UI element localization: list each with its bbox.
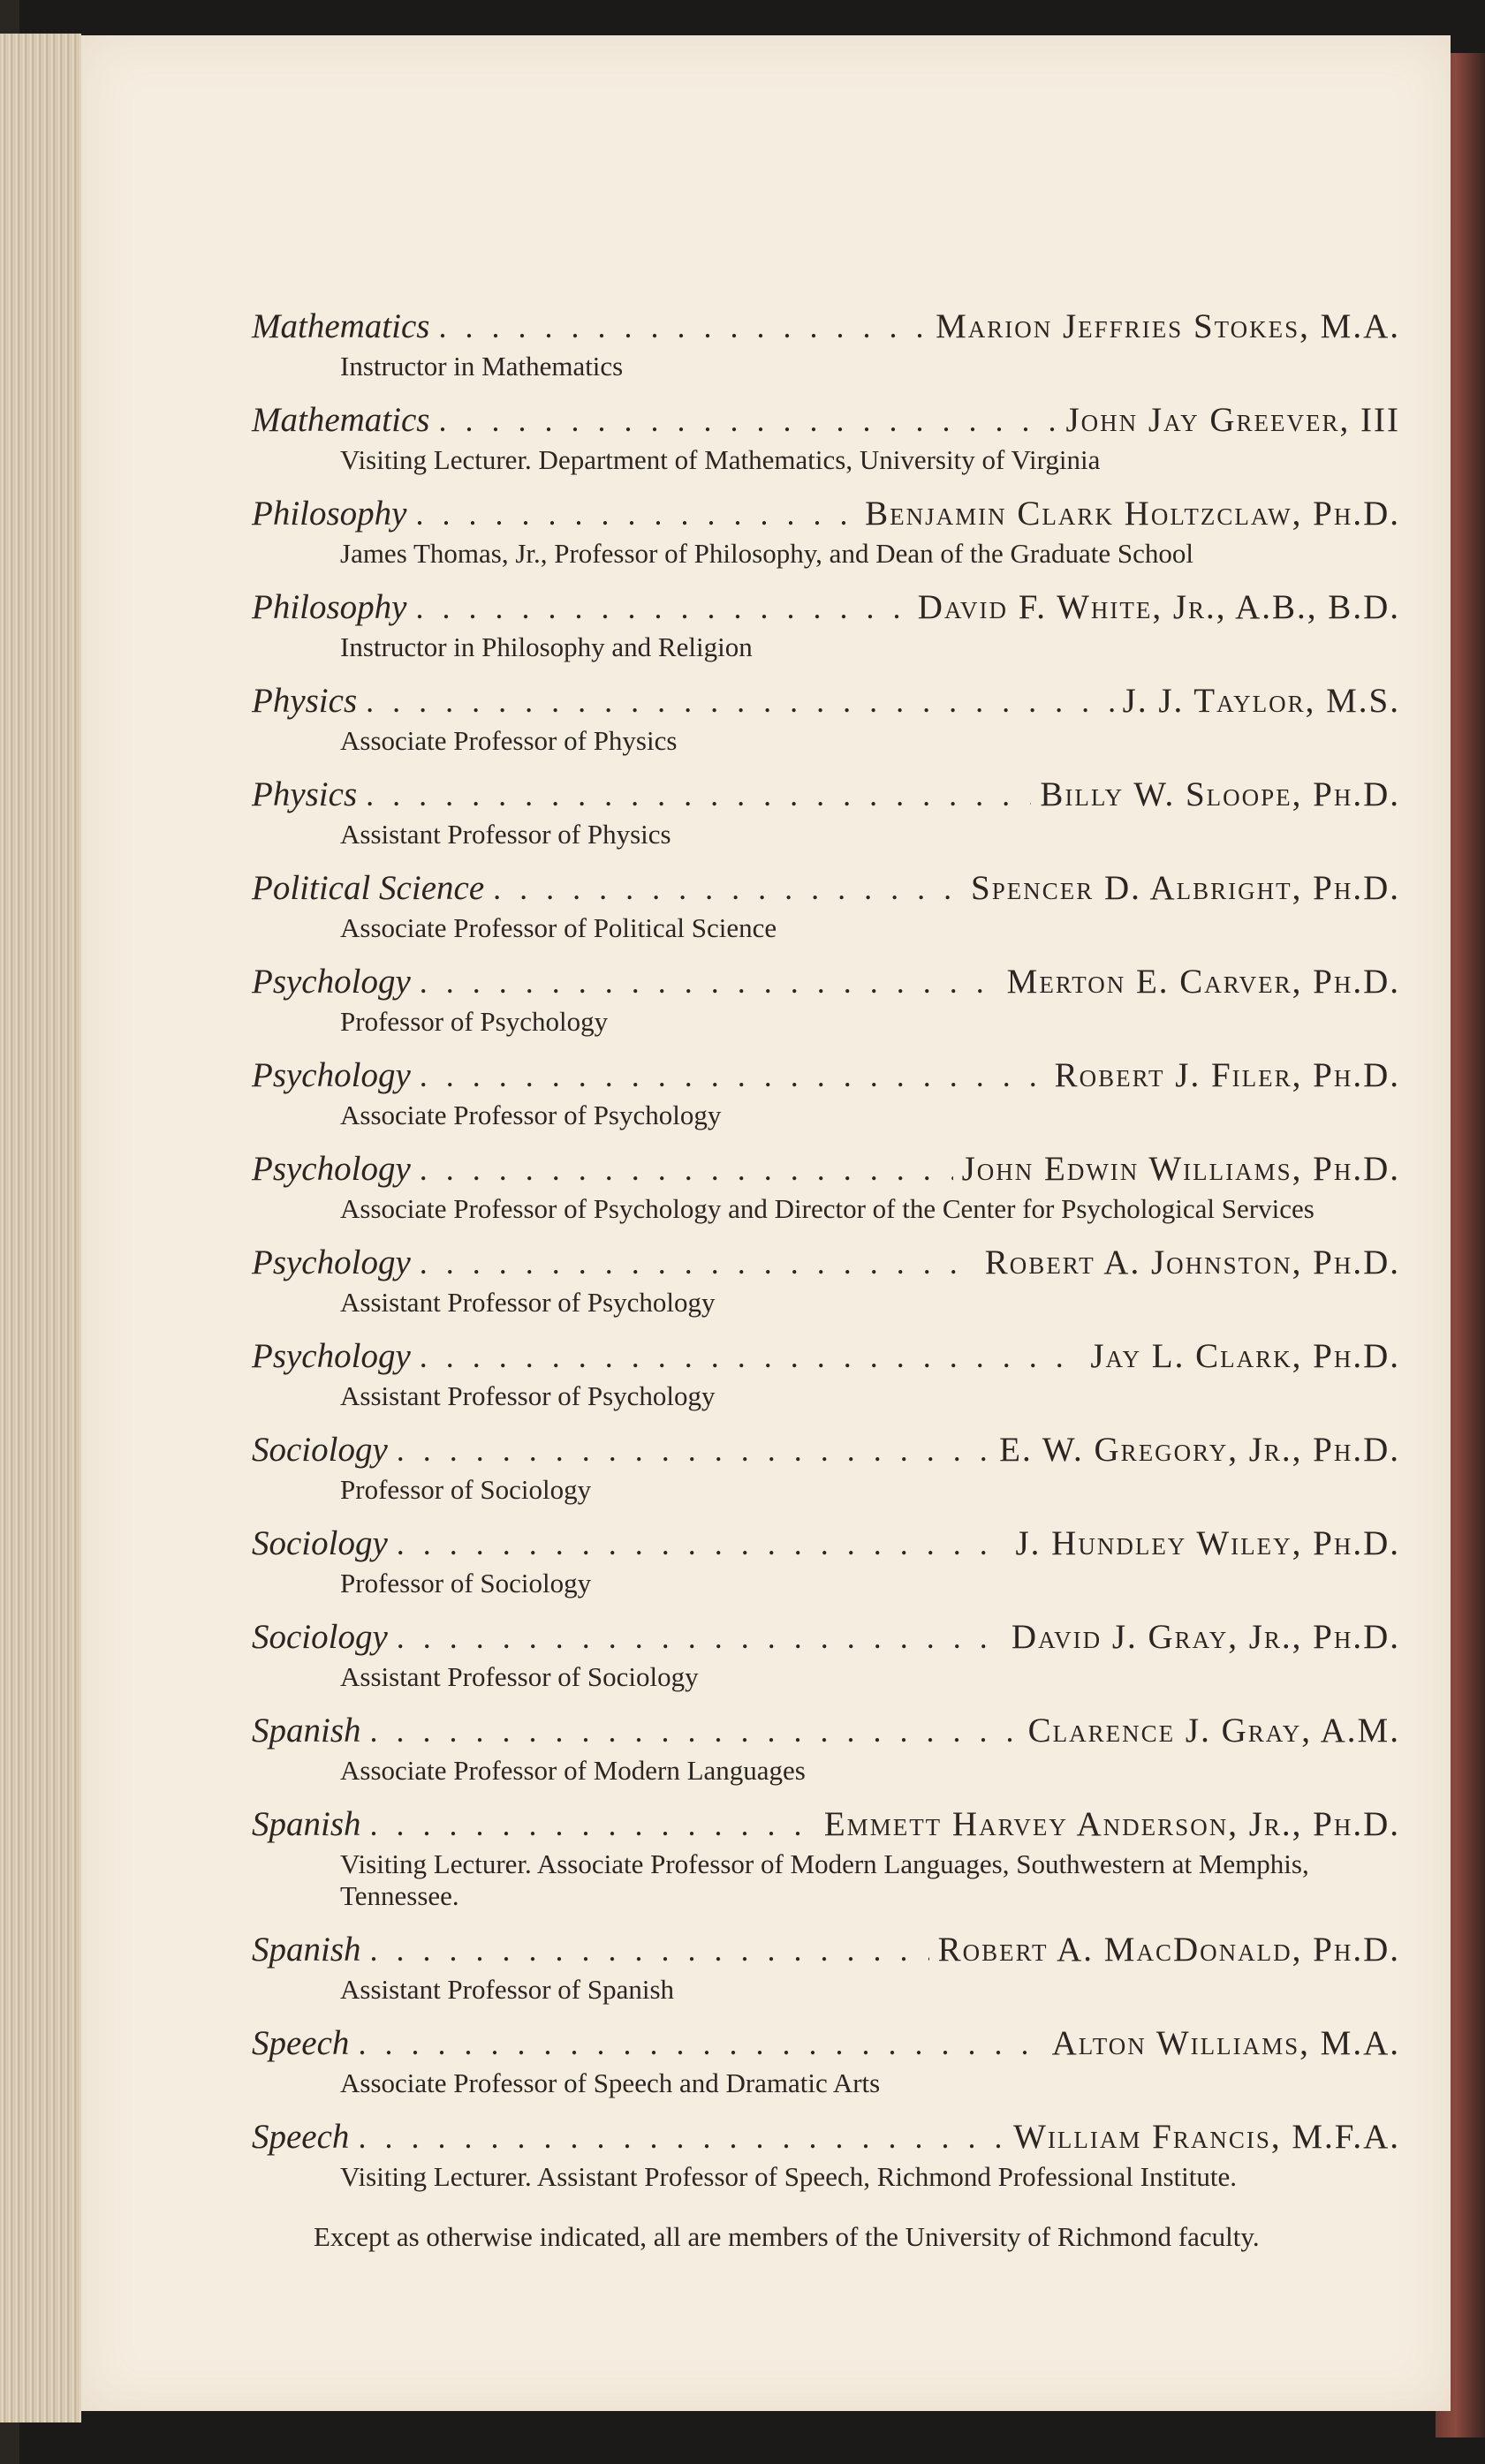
faculty-title: Assistant Professor of Sociology	[340, 1661, 699, 1692]
entry-line	[252, 1241, 1400, 1285]
dot-leader	[358, 2022, 1042, 2066]
dot-leader	[366, 679, 1114, 723]
faculty-title: Associate Professor of Political Science	[340, 912, 777, 943]
faculty-title: Professor of Sociology	[340, 1474, 592, 1505]
subject-label: Political Science	[252, 869, 485, 907]
faculty-name: Billy W. Sloope, Ph.D.	[1040, 775, 1400, 813]
faculty-entry	[252, 2115, 1400, 2200]
dot-leader	[370, 1803, 815, 1847]
faculty-name: David J. Gray, Jr., Ph.D.	[1011, 1618, 1400, 1656]
faculty-entry	[252, 679, 1400, 764]
faculty-title: Assistant Professor of Spanish	[340, 1974, 675, 2005]
dot-leader	[420, 960, 998, 1004]
entry-line	[252, 679, 1400, 723]
subject-label: Psychology	[252, 1056, 411, 1094]
faculty-entry	[252, 1334, 1400, 1419]
entry-line	[252, 305, 1400, 349]
entry-line	[252, 398, 1400, 442]
entry-line	[252, 1147, 1400, 1191]
faculty-title: Professor of Sociology	[340, 1568, 592, 1599]
dot-leader	[358, 2115, 1004, 2159]
faculty-title: Instructor in Mathematics	[340, 351, 624, 382]
subject-label: Philosophy	[252, 588, 407, 626]
entry-line	[252, 1709, 1400, 1753]
entry-line	[252, 773, 1400, 817]
faculty-entry	[252, 1054, 1400, 1138]
faculty-title: Assistant Professor of Psychology	[340, 1380, 716, 1411]
faculty-name: Spencer D. Albright, Ph.D.	[971, 869, 1400, 907]
entry-line	[252, 1054, 1400, 1098]
subject-label: Psychology	[252, 1337, 411, 1375]
dot-leader	[397, 1522, 1007, 1566]
subject-label: Psychology	[252, 1243, 411, 1281]
subject-label: Physics	[252, 682, 358, 720]
dot-leader	[438, 305, 927, 349]
dot-leader	[493, 866, 962, 911]
faculty-title: James Thomas, Jr., Professor of Philosophy, and Dean of the Graduate School	[340, 538, 1194, 569]
subject-label: Psychology	[252, 1150, 411, 1188]
entry-line	[252, 1334, 1400, 1379]
faculty-list	[252, 305, 1400, 2255]
faculty-entry	[252, 1147, 1400, 1232]
dot-leader	[370, 1928, 929, 1972]
subject-label: Sociology	[252, 1618, 388, 1656]
faculty-entry	[252, 1709, 1400, 1794]
faculty-title: Assistant Professor of Psychology	[340, 1287, 716, 1318]
faculty-entry	[252, 960, 1400, 1045]
book-page-edges	[0, 34, 81, 2422]
dot-leader	[420, 1054, 1046, 1098]
footnote: Except as otherwise indicated, all are members of the University of Richmond faculty.	[314, 2221, 1260, 2252]
entry-line	[252, 960, 1400, 1004]
dot-leader	[420, 1147, 953, 1191]
entry-line	[252, 586, 1400, 630]
faculty-title: Associate Professor of Modern Languages	[340, 1755, 806, 1786]
faculty-entry	[252, 866, 1400, 951]
faculty-name: John Jay Greever, III	[1065, 401, 1400, 439]
dot-leader	[438, 398, 1057, 442]
faculty-entry	[252, 1928, 1400, 2013]
faculty-name: Emmett Harvey Anderson, Jr., Ph.D.	[823, 1805, 1400, 1843]
subject-label: Speech	[252, 2024, 350, 2062]
entry-line	[252, 1615, 1400, 1659]
faculty-title: Visiting Lecturer. Associate Professor of Modern Languages, Southwestern at Memphis, Tennessee.	[340, 1848, 1309, 1911]
dot-leader	[397, 1428, 990, 1472]
subject-label: Psychology	[252, 963, 411, 1001]
faculty-entry	[252, 773, 1400, 858]
subject-label: Philosophy	[252, 495, 407, 533]
faculty-name: Robert A. MacDonald, Ph.D.	[937, 1931, 1400, 1969]
subject-label: Mathematics	[252, 307, 430, 345]
faculty-name: Benjamin Clark Holtzclaw, Ph.D.	[865, 495, 1400, 533]
faculty-entry	[252, 1522, 1400, 1606]
entry-line	[252, 2115, 1400, 2159]
entry-line	[252, 1428, 1400, 1472]
faculty-title: Associate Professor of Physics	[340, 725, 678, 756]
faculty-title: Assistant Professor of Physics	[340, 819, 671, 850]
faculty-name: J. Hundley Wiley, Ph.D.	[1015, 1524, 1400, 1562]
entry-line	[252, 866, 1400, 911]
dot-leader	[420, 1334, 1082, 1379]
subject-label: Speech	[252, 2118, 350, 2156]
dot-leader	[370, 1709, 1019, 1753]
faculty-entry	[252, 305, 1400, 389]
faculty-title: Visiting Lecturer. Department of Mathematics, University of Virginia	[340, 444, 1101, 475]
entry-line	[252, 2022, 1400, 2066]
faculty-entry	[252, 1803, 1400, 1919]
faculty-name: John Edwin Williams, Ph.D.	[961, 1150, 1400, 1188]
entry-line	[252, 1522, 1400, 1566]
faculty-name: William Francis, M.F.A.	[1013, 2118, 1400, 2156]
subject-label: Spanish	[252, 1931, 361, 1969]
faculty-name: Marion Jeffries Stokes, M.A.	[936, 307, 1400, 345]
faculty-name: E. W. Gregory, Jr., Ph.D.	[999, 1431, 1400, 1469]
faculty-name: Robert A. Johnston, Ph.D.	[984, 1243, 1400, 1281]
subject-label: Sociology	[252, 1431, 388, 1469]
faculty-entry	[252, 1428, 1400, 1513]
entry-line	[252, 492, 1400, 536]
dot-leader	[420, 1241, 976, 1285]
faculty-name: Alton Williams, M.A.	[1051, 2024, 1400, 2062]
faculty-entry	[252, 398, 1400, 483]
faculty-title: Associate Professor of Psychology and Director of the Center for Psychological Services	[340, 1193, 1315, 1224]
subject-label: Spanish	[252, 1712, 361, 1750]
subject-label: Mathematics	[252, 401, 430, 439]
faculty-title: Instructor in Philosophy and Religion	[340, 631, 753, 662]
faculty-name: Clarence J. Gray, A.M.	[1027, 1712, 1400, 1750]
faculty-title: Associate Professor of Speech and Dramatic Arts	[340, 2067, 881, 2098]
faculty-name: David F. White, Jr., A.B., B.D.	[917, 588, 1400, 626]
entry-line	[252, 1803, 1400, 1847]
dot-leader	[397, 1615, 1003, 1659]
faculty-entry	[252, 1615, 1400, 1700]
faculty-entry	[252, 2022, 1400, 2106]
faculty-entry	[252, 1241, 1400, 1326]
faculty-name: Jay L. Clark, Ph.D.	[1090, 1337, 1400, 1375]
faculty-entry	[252, 586, 1400, 670]
faculty-name: Merton E. Carver, Ph.D.	[1006, 963, 1400, 1001]
faculty-title: Professor of Psychology	[340, 1006, 609, 1037]
subject-label: Spanish	[252, 1805, 361, 1843]
dot-leader	[415, 492, 856, 536]
faculty-title: Associate Professor of Psychology	[340, 1100, 722, 1130]
entry-line	[252, 1928, 1400, 1972]
dot-leader	[415, 586, 908, 630]
faculty-title: Visiting Lecturer. Assistant Professor of Speech, Richmond Professional Institute.	[340, 2161, 1237, 2192]
dot-leader	[366, 773, 1031, 817]
faculty-name: Robert J. Filer, Ph.D.	[1054, 1056, 1400, 1094]
faculty-name: J. J. Taylor, M.S.	[1122, 682, 1400, 720]
faculty-entry	[252, 492, 1400, 577]
subject-label: Physics	[252, 775, 358, 813]
subject-label: Sociology	[252, 1524, 388, 1562]
